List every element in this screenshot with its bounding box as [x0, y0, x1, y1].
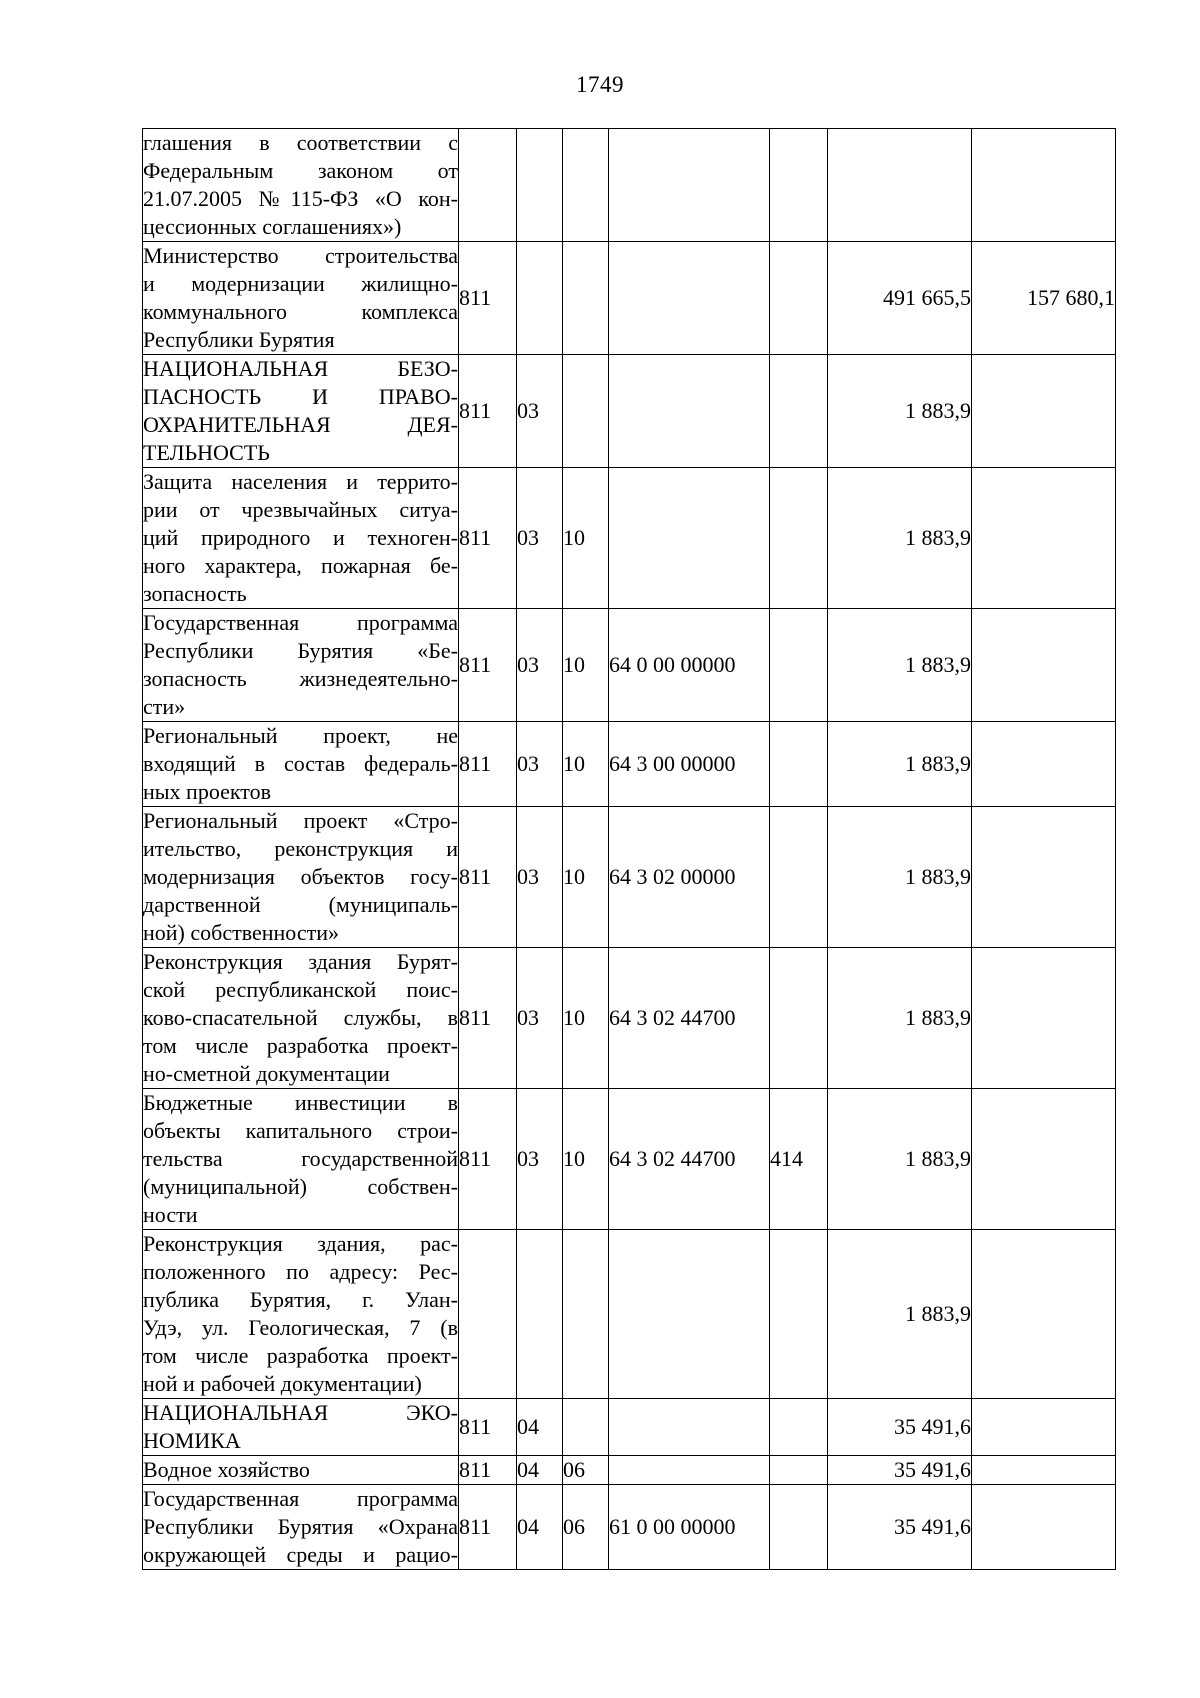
ministry-code-cell: 811: [459, 242, 517, 355]
description-line: рии от чрезвычайных ситуа-: [143, 497, 458, 522]
amount-cell-2: [972, 129, 1116, 242]
description-line: Водное хозяйство: [143, 1457, 310, 1482]
description-line: 21.07.2005 №115-ФЗ «О кон-: [143, 186, 458, 211]
subsection-code-cell: [563, 129, 609, 242]
expense-type-cell: [770, 807, 828, 948]
amount-cell-1: 1 883,9: [828, 948, 972, 1089]
expense-type-cell: [770, 948, 828, 1089]
table-row: [143, 609, 1116, 722]
subsection-code-cell: 10: [563, 722, 609, 807]
table-row: [143, 722, 1116, 807]
description-line: ных проектов: [143, 779, 271, 804]
amount-cell-2: [972, 1456, 1116, 1485]
description-line: том числе разработка проект-: [143, 1343, 458, 1368]
amount-cell-1: 1 883,9: [828, 609, 972, 722]
ministry-code-cell: 811: [459, 807, 517, 948]
row-description-cell: [143, 129, 459, 242]
target-article-cell: [609, 468, 770, 609]
description-line: входящий в состав федераль-: [143, 751, 458, 776]
table-row: [143, 1089, 1116, 1230]
description-line: Министерство строительства: [143, 243, 458, 268]
row-description-cell: [143, 807, 459, 948]
amount-cell-1: 35 491,6: [828, 1399, 972, 1456]
description-line: ПАСНОСТЬ И ПРАВО-: [143, 384, 458, 409]
description-line: ности: [143, 1202, 198, 1227]
section-code-cell: 03: [517, 948, 563, 1089]
amount-cell-2: [972, 468, 1116, 609]
target-article-cell: [609, 129, 770, 242]
amount-cell-2: [972, 1399, 1116, 1456]
description-line: ного характера, пожарная бе-: [143, 553, 458, 578]
expense-type-cell: 414: [770, 1089, 828, 1230]
amount-cell-1: [828, 129, 972, 242]
description-line: зопасность жизнедеятельно-: [143, 666, 458, 691]
subsection-code-cell: 10: [563, 948, 609, 1089]
row-description-cell: [143, 242, 459, 355]
description-line: ОХРАНИТЕЛЬНАЯ ДЕЯ-: [143, 412, 458, 437]
section-code-cell: 04: [517, 1456, 563, 1485]
description-line: НОМИКА: [143, 1428, 241, 1453]
expense-type-cell: [770, 1399, 828, 1456]
amount-cell-2: [972, 609, 1116, 722]
description-line: дарственной (муниципаль-: [143, 892, 458, 917]
section-code-cell: 03: [517, 807, 563, 948]
target-article-cell: [609, 242, 770, 355]
description-line: Республики Бурятия: [143, 327, 335, 352]
row-description-cell: [143, 1089, 459, 1230]
target-article-cell: 64 3 02 44700: [609, 1089, 770, 1230]
subsection-code-cell: 10: [563, 1089, 609, 1230]
subsection-code-cell: [563, 242, 609, 355]
expense-type-cell: [770, 609, 828, 722]
description-line: тельства государственной: [143, 1146, 458, 1171]
section-code-cell: 04: [517, 1485, 563, 1570]
description-line: Бюджетные инвестиции в: [143, 1090, 458, 1115]
row-description-cell: [143, 1485, 459, 1570]
description-line: Республики Бурятия «Бе-: [143, 638, 458, 663]
description-line: Удэ, ул. Геологическая, 7 (в: [143, 1315, 458, 1340]
description-line: коммунального комплекса: [143, 299, 458, 324]
target-article-cell: 64 3 02 44700: [609, 948, 770, 1089]
section-code-cell: 03: [517, 468, 563, 609]
amount-cell-2: 157 680,1: [972, 242, 1116, 355]
description-line: Защита населения и террито-: [143, 469, 458, 494]
subsection-code-cell: [563, 1399, 609, 1456]
amount-cell-2: [972, 355, 1116, 468]
description-line: ной) собственности»: [143, 920, 339, 945]
amount-cell-2: [972, 1089, 1116, 1230]
description-line: ций природного и техноген-: [143, 525, 458, 550]
description-line: Государственная программа: [143, 610, 458, 635]
description-line: но-сметной документации: [143, 1061, 390, 1086]
amount-cell-2: [972, 1485, 1116, 1570]
section-code-cell: [517, 1230, 563, 1399]
table-row: [143, 1230, 1116, 1399]
description-line: окружающей среды и рацио-: [143, 1542, 458, 1567]
description-line: цессионных соглашениях»): [143, 214, 402, 239]
subsection-code-cell: 06: [563, 1456, 609, 1485]
description-line: публика Бурятия, г. Улан-: [143, 1287, 458, 1312]
subsection-code-cell: 10: [563, 807, 609, 948]
description-line: ково-спасательной службы, в: [143, 1005, 458, 1030]
row-description-cell: [143, 1399, 459, 1456]
description-line: ительство, реконструкция и: [143, 836, 458, 861]
row-description-cell: [143, 948, 459, 1089]
description-line: ной и рабочей документации): [143, 1371, 422, 1396]
subsection-code-cell: [563, 1230, 609, 1399]
amount-cell-2: [972, 722, 1116, 807]
description-line: и модернизации жилищно-: [143, 271, 458, 296]
row-description-cell: [143, 1456, 459, 1485]
target-article-cell: [609, 1399, 770, 1456]
target-article-cell: [609, 1456, 770, 1485]
ministry-code-cell: 811: [459, 609, 517, 722]
expense-type-cell: [770, 355, 828, 468]
description-line: НАЦИОНАЛЬНАЯ ЭКО-: [143, 1400, 458, 1425]
expense-type-cell: [770, 129, 828, 242]
description-line: НАЦИОНАЛЬНАЯ БЕЗО-: [143, 356, 458, 381]
section-code-cell: 03: [517, 609, 563, 722]
target-article-cell: [609, 1230, 770, 1399]
expense-type-cell: [770, 1230, 828, 1399]
description-line: Реконструкция здания, рас-: [143, 1231, 458, 1256]
budget-table: [142, 128, 1116, 1570]
description-line: том числе разработка проект-: [143, 1033, 458, 1058]
ministry-code-cell: 811: [459, 1089, 517, 1230]
target-article-cell: 64 3 00 00000: [609, 722, 770, 807]
page-number: 1749: [576, 72, 624, 97]
row-description-cell: [143, 1230, 459, 1399]
target-article-cell: 64 0 00 00000: [609, 609, 770, 722]
ministry-code-cell: 811: [459, 1399, 517, 1456]
amount-cell-1: 1 883,9: [828, 722, 972, 807]
table-row: [143, 1456, 1116, 1485]
description-line: (муниципальной) собствен-: [143, 1174, 458, 1199]
subsection-code-cell: 06: [563, 1485, 609, 1570]
table-row: [143, 948, 1116, 1089]
amount-cell-1: 1 883,9: [828, 807, 972, 948]
target-article-cell: 64 3 02 00000: [609, 807, 770, 948]
section-code-cell: [517, 129, 563, 242]
description-line: Республики Бурятия «Охрана: [143, 1514, 458, 1539]
description-line: Реконструкция здания Бурят-: [143, 949, 458, 974]
section-code-cell: 04: [517, 1399, 563, 1456]
ministry-code-cell: 811: [459, 468, 517, 609]
table-row: [143, 242, 1116, 355]
expense-type-cell: [770, 1456, 828, 1485]
section-code-cell: 03: [517, 722, 563, 807]
ministry-code-cell: 811: [459, 722, 517, 807]
subsection-code-cell: [563, 355, 609, 468]
ministry-code-cell: 811: [459, 1485, 517, 1570]
amount-cell-1: 35 491,6: [828, 1456, 972, 1485]
description-line: зопасность: [143, 581, 247, 606]
amount-cell-1: 1 883,9: [828, 1230, 972, 1399]
amount-cell-2: [972, 807, 1116, 948]
description-line: ской республиканской поис-: [143, 977, 458, 1002]
expense-type-cell: [770, 1485, 828, 1570]
ministry-code-cell: 811: [459, 948, 517, 1089]
amount-cell-1: 1 883,9: [828, 355, 972, 468]
description-line: Государственная программа: [143, 1486, 458, 1511]
row-description-cell: [143, 468, 459, 609]
section-code-cell: 03: [517, 355, 563, 468]
table-row: [143, 468, 1116, 609]
description-line: Федеральным законом от: [143, 158, 458, 183]
description-line: глашения в соответствии с: [143, 130, 458, 155]
target-article-cell: 61 0 00 00000: [609, 1485, 770, 1570]
amount-cell-2: [972, 948, 1116, 1089]
section-code-cell: [517, 242, 563, 355]
amount-cell-1: 1 883,9: [828, 1089, 972, 1230]
expense-type-cell: [770, 722, 828, 807]
description-line: модернизация объектов госу-: [143, 864, 458, 889]
subsection-code-cell: 10: [563, 468, 609, 609]
ministry-code-cell: [459, 129, 517, 242]
amount-cell-1: 491 665,5: [828, 242, 972, 355]
table-row: [143, 807, 1116, 948]
expense-type-cell: [770, 242, 828, 355]
row-description-cell: [143, 355, 459, 468]
amount-cell-1: 35 491,6: [828, 1485, 972, 1570]
table-row: [143, 355, 1116, 468]
section-code-cell: 03: [517, 1089, 563, 1230]
target-article-cell: [609, 355, 770, 468]
table-row: [143, 129, 1116, 242]
expense-type-cell: [770, 468, 828, 609]
description-line: положенного по адресу: Рес-: [143, 1259, 458, 1284]
ministry-code-cell: 811: [459, 1456, 517, 1485]
table-row: [143, 1399, 1116, 1456]
row-description-cell: [143, 609, 459, 722]
subsection-code-cell: 10: [563, 609, 609, 722]
description-line: Региональный проект «Стро-: [143, 808, 458, 833]
description-line: Региональный проект, не: [143, 723, 458, 748]
ministry-code-cell: 811: [459, 355, 517, 468]
description-line: ТЕЛЬНОСТЬ: [143, 440, 270, 465]
ministry-code-cell: [459, 1230, 517, 1399]
amount-cell-1: 1 883,9: [828, 468, 972, 609]
description-line: объекты капитального строи-: [143, 1118, 458, 1143]
row-description-cell: [143, 722, 459, 807]
amount-cell-2: [972, 1230, 1116, 1399]
description-line: сти»: [143, 694, 186, 719]
table-row: [143, 1485, 1116, 1570]
